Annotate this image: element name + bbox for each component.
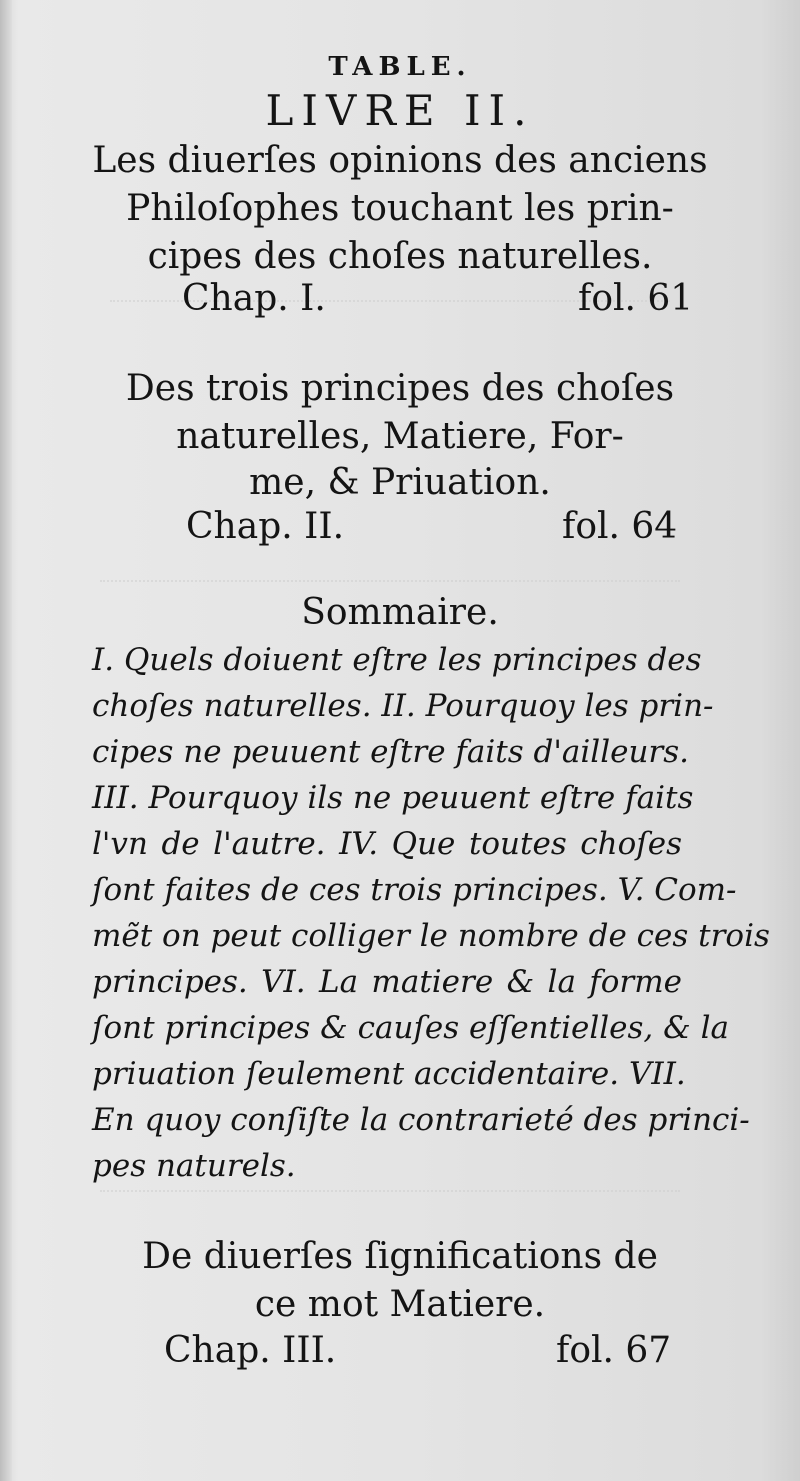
folio-reference: fol. 67 bbox=[556, 1330, 672, 1371]
summary-line: cipes ne peuuent eſtre faits d'ailleurs. bbox=[92, 734, 690, 770]
chapter-number: Chap. III. bbox=[164, 1330, 337, 1371]
summary-line: l'vn de l'autre. IV. Que toutes choſes bbox=[92, 826, 682, 862]
summary-line: ſont principes & cauſes eſſentielles, & la bbox=[92, 1010, 729, 1046]
running-head: TABLE. bbox=[328, 52, 472, 82]
chapter-title-line: naturelles, Matiere, For- bbox=[176, 416, 624, 457]
book-title-line: Les diuerſes opinions des anciens bbox=[92, 140, 708, 181]
book-heading: LIVRE II. bbox=[265, 86, 535, 135]
show-through-mark bbox=[100, 560, 680, 582]
chapter-title-line: me, & Priuation. bbox=[249, 462, 551, 503]
summary-heading: Sommaire. bbox=[301, 592, 499, 633]
book-title-line: Philoſophes touchant les prin- bbox=[126, 188, 674, 229]
summary-line: ſont faites de ces trois principes. V. Com- bbox=[92, 872, 737, 908]
summary-line: I. Quels doiuent eſtre les principes des bbox=[92, 642, 702, 678]
chapter-number: Chap. I. bbox=[182, 278, 326, 319]
summary-line: En quoy conſiſte la contrarieté des princi- bbox=[92, 1102, 750, 1138]
folio-reference: fol. 61 bbox=[578, 278, 694, 319]
summary-line: III. Pourquoy ils ne peuuent eſtre faits bbox=[92, 780, 694, 816]
summary-line: pes naturels. bbox=[92, 1148, 296, 1184]
folio-reference: fol. 64 bbox=[562, 506, 678, 547]
summary-line: priuation ſeulement accidentaire. VII. bbox=[92, 1056, 686, 1092]
summary-line: mẽt on peut colliger le nombre de ces trois bbox=[92, 918, 770, 954]
chapter-title-line: De diuerſes ſignifications de bbox=[142, 1236, 658, 1277]
chapter-number: Chap. II. bbox=[186, 506, 345, 547]
chapter-title-line: ce mot Matiere. bbox=[254, 1284, 546, 1325]
chapter-title-line: Des trois principes des choſes bbox=[125, 368, 675, 409]
summary-line: choſes naturelles. II. Pourquoy les prin- bbox=[92, 688, 714, 724]
summary-line: principes. VI. La matiere & la forme bbox=[92, 964, 682, 1000]
book-title-line: cipes des choſes naturelles. bbox=[147, 236, 653, 277]
